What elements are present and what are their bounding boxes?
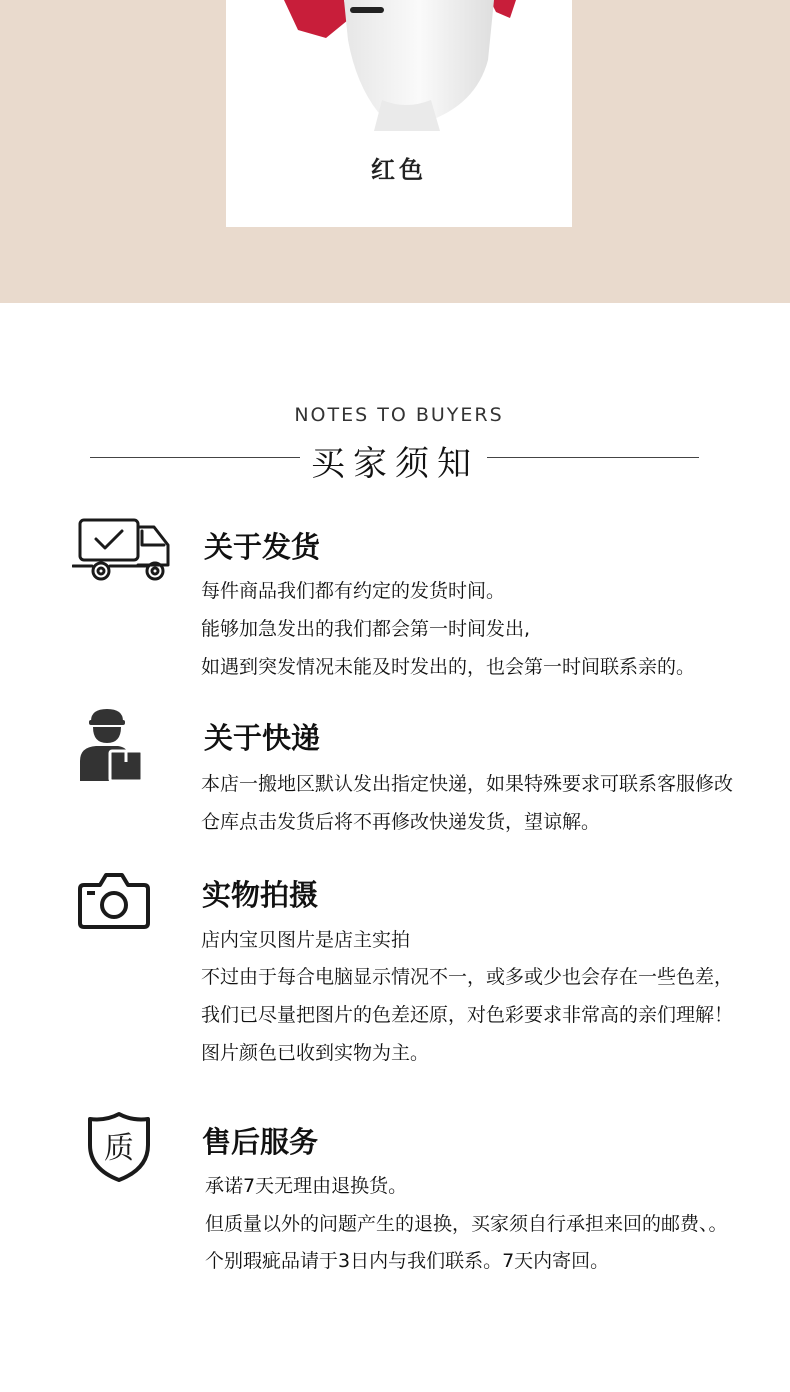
section-line: 但质量以外的问题产生的退换，买家须自行承担来回的邮费、。 bbox=[205, 1213, 728, 1235]
courier-icon bbox=[78, 707, 144, 787]
quality-shield-text: 质 bbox=[104, 1131, 134, 1166]
section-line: 能够加急发出的我们都会第一时间发出, bbox=[201, 618, 531, 640]
section-title-courier: 关于快递 bbox=[204, 721, 321, 755]
quality-shield-icon bbox=[86, 1111, 152, 1187]
section-line: 图片颜色已收到实物为主。 bbox=[201, 1042, 430, 1064]
section-line: 本店一搬地区默认发出指定快递，如果特殊要求可联系客服修改 bbox=[201, 773, 734, 795]
section-line: 如遇到突发情况未能及时发出的，也会第一时间联系亲的。 bbox=[201, 656, 696, 678]
section-line: 不过由于每合电脑显示情况不一，或多或少也会存在一些色差， bbox=[201, 966, 734, 988]
section-title-shipping: 关于发货 bbox=[204, 530, 321, 564]
notes-title-cn: 买家须知 bbox=[311, 444, 479, 484]
product-color-card[interactable] bbox=[226, 0, 572, 227]
notes-title-en: NOTES TO BUYERS bbox=[294, 404, 504, 426]
product-photo bbox=[226, 0, 572, 131]
color-label: 红色 bbox=[371, 156, 427, 184]
section-title-photos: 实物拍摄 bbox=[202, 878, 319, 912]
section-line: 承诺7天无理由退换货。 bbox=[205, 1175, 408, 1197]
camera-icon bbox=[78, 871, 150, 935]
section-line: 个别瑕疵品请于3日内与我们联系。7天内寄回。 bbox=[205, 1250, 610, 1272]
section-line: 仓库点击发货后将不再修改快递发货，望谅解。 bbox=[201, 811, 601, 833]
section-line: 每件商品我们都有约定的发货时间。 bbox=[201, 580, 506, 602]
section-line: 店内宝贝图片是店主实拍 bbox=[201, 929, 411, 951]
title-divider-right bbox=[487, 457, 699, 458]
section-line: 我们已尽量把图片的色差还原，对色彩要求非常高的亲们理解！ bbox=[201, 1004, 734, 1026]
delivery-truck-icon bbox=[72, 517, 174, 587]
section-title-after-sales: 售后服务 bbox=[202, 1125, 319, 1159]
